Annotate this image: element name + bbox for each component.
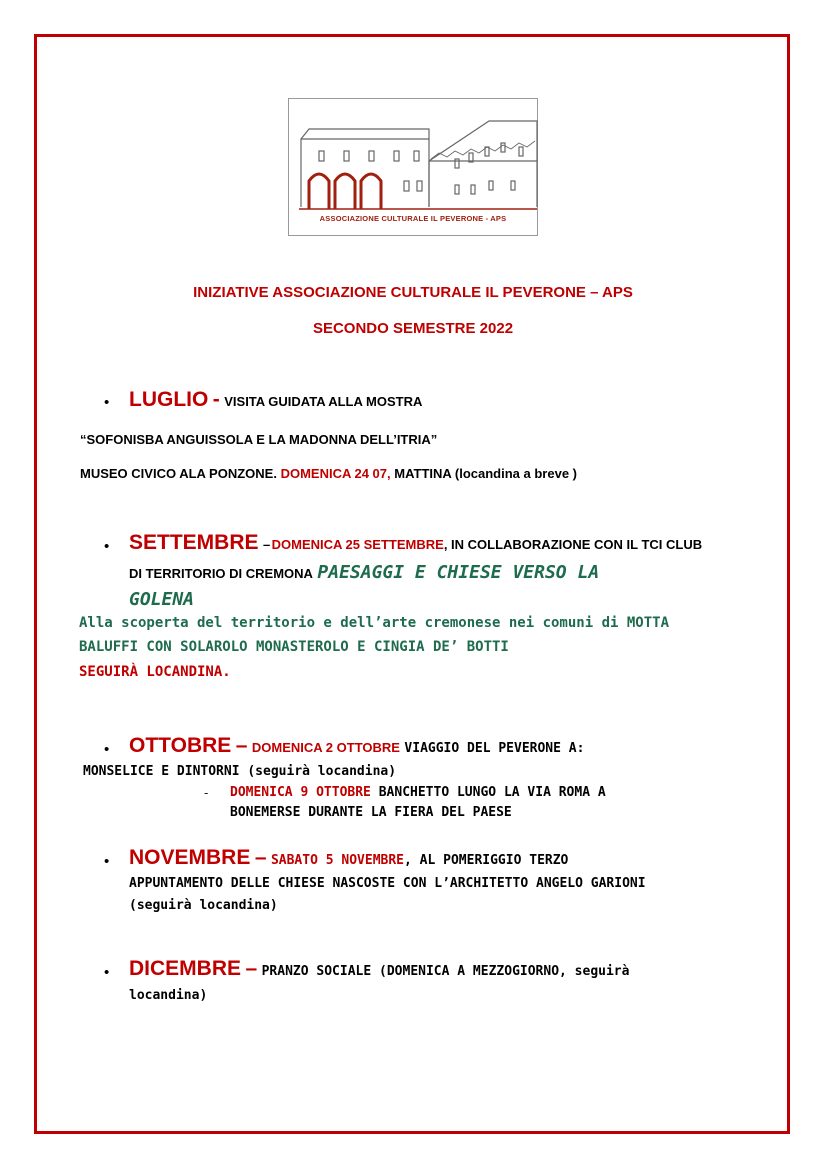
dicembre-dash: – — [245, 957, 258, 980]
settembre-description-2: BALUFFI CON SOLAROLO MONASTEROLO E CINGIA DE’ BOTTI — [79, 639, 509, 655]
dicembre-line2: locandina) — [129, 988, 208, 1003]
settembre-description-1: Alla scoperta del territorio e dell’arte cremonese nei comuni di MOTTA — [79, 615, 670, 631]
ottobre-line1 — [129, 734, 584, 758]
ottobre-trip: VIAGGIO DEL PEVERONE A: — [404, 741, 585, 756]
month-ottobre: OTTOBRE — [129, 734, 232, 757]
novembre-line3: (seguirà locandina) — [129, 898, 278, 913]
novembre-time: , AL POMERIGGIO TERZO — [404, 853, 569, 868]
settembre-title-cont: GOLENA — [129, 589, 195, 610]
settembre-line2 — [129, 562, 599, 583]
ottobre-sub-line2: BONEMERSE DURANTE LA FIERA DEL PAESE — [230, 805, 512, 820]
bullet-dot-icon: • — [104, 741, 110, 758]
settembre-title: PAESAGGI E CHIESE VERSO LA — [317, 562, 600, 583]
bullet-dot-icon: • — [104, 394, 110, 411]
document-title: INIZIATIVE ASSOCIAZIONE CULTURALE IL PEVERONE – APS — [193, 284, 633, 301]
ottobre-dash: – — [235, 734, 248, 757]
novembre-dash: – — [254, 846, 267, 869]
month-dash: - — [212, 388, 220, 411]
dicembre-lunch: PRANZO SOCIALE (DOMENICA A MEZZOGIORNO, seguirà — [261, 964, 630, 979]
sub-dash-marker: - — [204, 785, 209, 800]
luglio-time: MATTINA (locandina a breve ) — [394, 466, 577, 481]
month-settembre: SETTEMBRE — [129, 531, 259, 554]
luglio-date: DOMENICA 24 07, — [280, 466, 391, 481]
settembre-club: DI TERRITORIO DI CREMONA — [129, 566, 313, 581]
luglio-activity: VISITA GUIDATA ALLA MOSTRA — [224, 394, 423, 409]
ottobre-date-2: DOMENICA 9 OTTOBRE — [230, 785, 371, 800]
ottobre-sub-line1 — [230, 785, 606, 800]
dicembre-line1 — [129, 957, 629, 981]
logo-caption: ASSOCIAZIONE CULTURALE IL PEVERONE - APS — [319, 214, 507, 223]
novembre-line1 — [129, 846, 568, 870]
settembre-line1 — [129, 531, 702, 555]
luglio-museum: MUSEO CIVICO ALA PONZONE. — [80, 466, 277, 481]
ottobre-date-1: DOMENICA 2 OTTOBRE — [251, 740, 400, 755]
document-subtitle: SECONDO SEMESTRE 2022 — [312, 320, 514, 337]
luglio-details — [80, 466, 577, 481]
month-novembre: NOVEMBRE — [129, 846, 251, 869]
settembre-note: SEGUIRÀ LOCANDINA. — [79, 664, 231, 680]
bullet-dot-icon: • — [104, 964, 110, 981]
luglio-exhibit: “SOFONISBA ANGUISSOLA E LA MADONNA DELL’ITRIA” — [80, 432, 438, 447]
bullet-dot-icon: • — [104, 538, 110, 555]
month-dicembre: DICEMBRE — [129, 957, 242, 980]
ottobre-destination: MONSELICE E DINTORNI (seguirà locandina) — [83, 764, 397, 779]
bullet-dot-icon: • — [104, 853, 110, 870]
month-luglio: LUGLIO — [129, 388, 209, 411]
novembre-date: SABATO 5 NOVEMBRE — [270, 853, 405, 868]
luglio-line1 — [129, 388, 422, 412]
ottobre-banchetto: BANCHETTO LUNGO LA VIA ROMA A — [378, 785, 606, 800]
association-logo — [288, 98, 538, 236]
settembre-date: DOMENICA 25 SETTEMBRE — [271, 537, 444, 552]
settembre-collab: , IN COLLABORAZIONE CON IL TCI CLUB — [443, 537, 703, 552]
novembre-line2: APPUNTAMENTO DELLE CHIESE NASCOSTE CON L’ARCHITETTO ANGELO GARIONI — [129, 876, 646, 891]
settembre-dash: – — [262, 537, 271, 552]
